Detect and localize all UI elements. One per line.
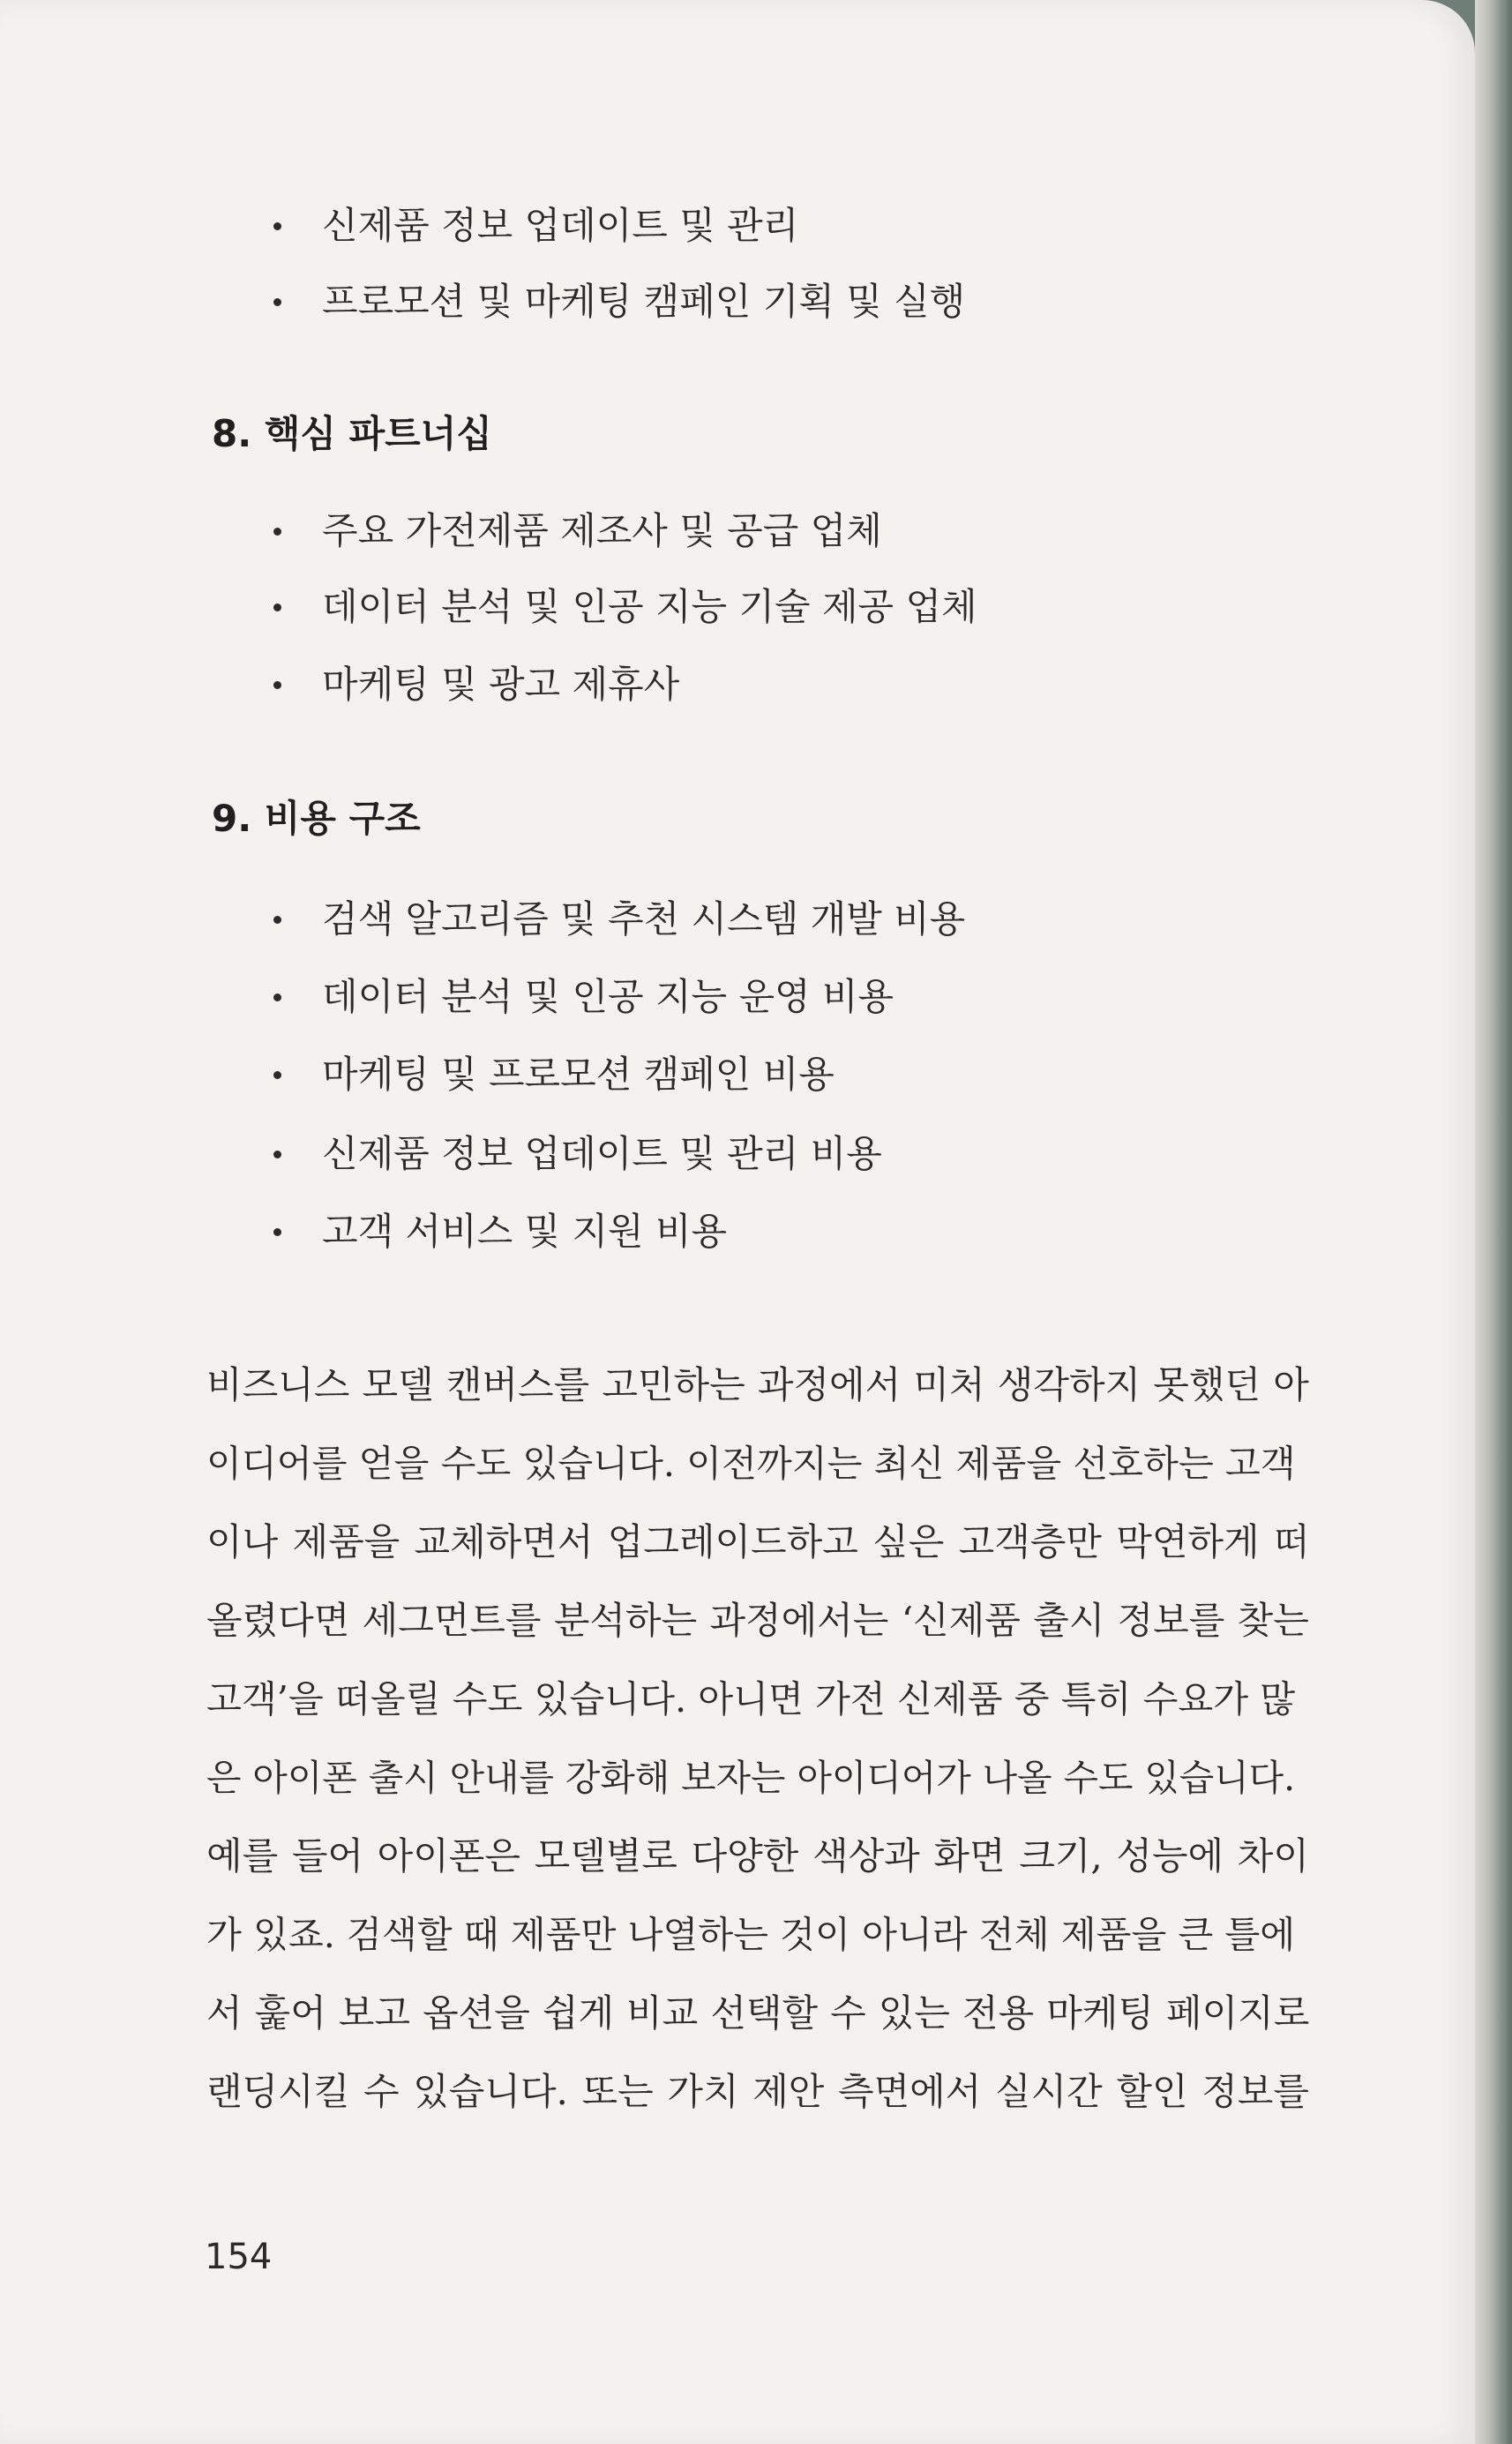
bullet-dot-icon xyxy=(273,1228,281,1236)
paragraph-line: 이나 제품을 교체하면서 업그레이드하고 싶은 고객층만 막연하게 떠 xyxy=(206,1520,1310,1563)
paragraph-line: 예를 들어 아이폰은 모델별로 다양한 색상과 화면 크기, 성능에 차이 xyxy=(206,1834,1309,1878)
bullet-dot-icon xyxy=(273,916,281,924)
list-item-text: 마케팅 및 광고 제휴사 xyxy=(322,663,680,706)
paragraph-line: 은 아이폰 출시 안내를 강화해 보자는 아이디어가 나올 수도 있습니다. xyxy=(206,1757,1296,1799)
bullet-dot-icon xyxy=(273,604,281,611)
bullet-dot-icon xyxy=(273,993,281,1001)
section-heading-8: 8. 핵심 파트너십 xyxy=(212,412,492,455)
list-item-text: 데이터 분석 및 인공 지능 운영 비용 xyxy=(322,975,894,1018)
paragraph-line: 올렸다면 세그먼트를 분석하는 과정에서는 ‘신제품 출시 정보를 찾는 xyxy=(206,1599,1309,1642)
list-item-text: 마케팅 및 프로모션 캠페인 비용 xyxy=(322,1053,835,1096)
list-item-text: 데이터 분석 및 인공 지능 기술 제공 업체 xyxy=(322,585,977,628)
paragraph-line: 고객’을 떠올릴 수도 있습니다. 아니면 가전 신제품 중 특히 수요가 많 xyxy=(206,1678,1296,1721)
paragraph-line: 서 훑어 보고 옵션을 쉽게 비교 선택할 수 있는 전용 마케팅 페이지로 xyxy=(206,1991,1310,2035)
bullet-dot-icon xyxy=(273,1071,281,1079)
paragraph-line: 비즈니스 모델 캔버스를 고민하는 과정에서 미처 생각하지 못했던 아 xyxy=(206,1363,1309,1406)
list-item-text: 고객 서비스 및 지원 비용 xyxy=(322,1210,728,1253)
list-item-text: 검색 알고리즘 및 추천 시스템 개발 비용 xyxy=(322,897,966,941)
list-item-text: 프로모션 및 마케팅 캠페인 기획 및 실행 xyxy=(322,280,966,323)
bullet-dot-icon xyxy=(273,222,281,230)
page-number: 154 xyxy=(205,2237,273,2277)
paragraph-line: 이디어를 얻을 수도 있습니다. 이전까지는 최신 제품을 선호하는 고객 xyxy=(206,1443,1296,1485)
paragraph-line: 랜딩시킬 수 있습니다. 또는 가치 제안 측면에서 실시간 할인 정보를 xyxy=(206,2070,1309,2113)
bullet-dot-icon xyxy=(273,298,281,306)
bullet-dot-icon xyxy=(273,528,281,536)
list-item-text: 신제품 정보 업데이트 및 관리 xyxy=(322,204,799,247)
list-item-text: 신제품 정보 업데이트 및 관리 비용 xyxy=(322,1132,882,1175)
paragraph-line: 가 있죠. 검색할 때 제품만 나열하는 것이 아니라 전체 제품을 큰 틀에 xyxy=(206,1914,1296,1956)
page-edge xyxy=(1475,0,1512,2444)
bullet-dot-icon xyxy=(273,681,281,689)
list-item-text: 주요 가전제품 제조사 및 공급 업체 xyxy=(322,509,882,552)
section-heading-9: 9. 비용 구조 xyxy=(212,797,421,840)
body-paragraph xyxy=(206,1359,1309,2144)
bullet-dot-icon xyxy=(273,1151,281,1158)
